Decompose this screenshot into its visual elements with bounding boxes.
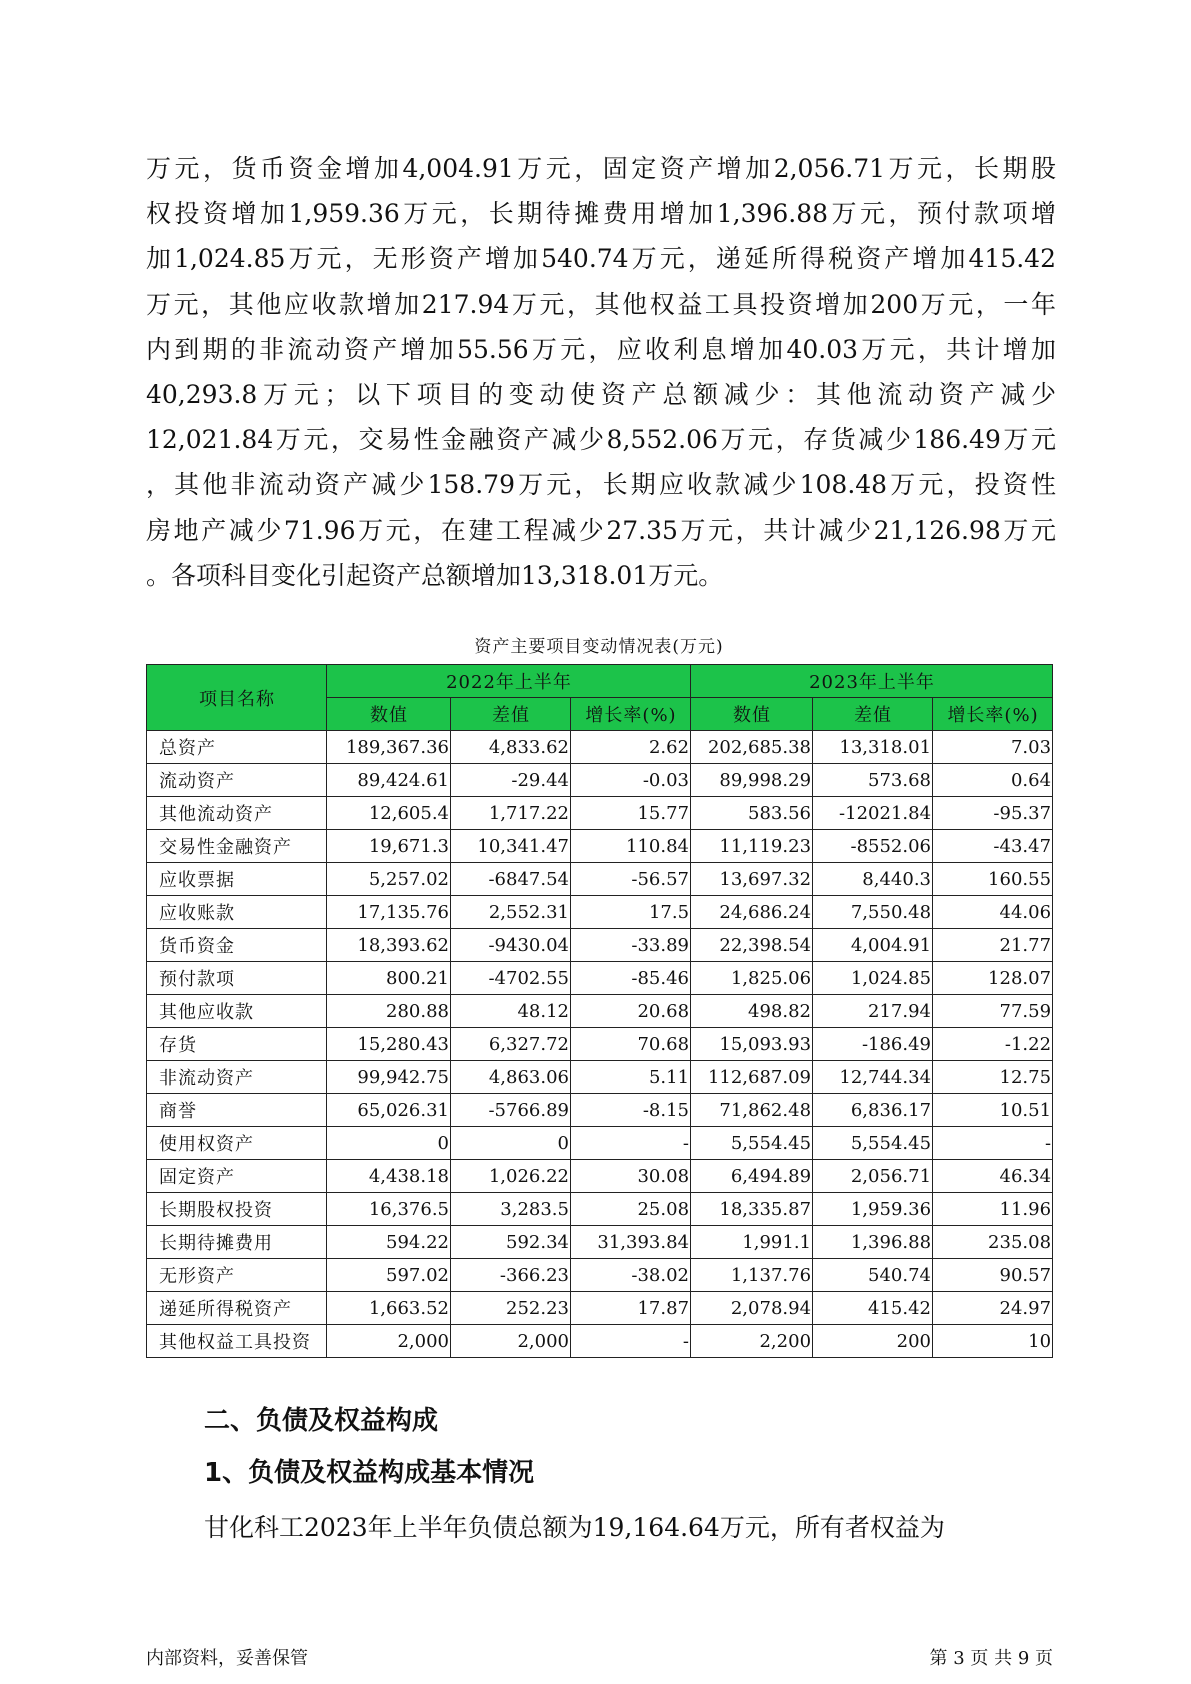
section-heading: 二、负债及权益构成	[204, 1406, 439, 1436]
table-cell: -4702.55	[451, 962, 571, 995]
table-cell: 6,327.72	[451, 1028, 571, 1061]
table-cell: 19,671.3	[327, 830, 451, 863]
table-cell: -56.57	[571, 863, 691, 896]
table-cell: 16,376.5	[327, 1193, 451, 1226]
table-cell: 18,335.87	[691, 1193, 813, 1226]
paragraph-line: 40,293.8万元；以下项目的变动使资产总额减少：其他流动资产减少	[146, 380, 1056, 410]
table-cell: 2,056.71	[813, 1160, 933, 1193]
table-cell: -366.23	[451, 1259, 571, 1292]
table-row	[147, 1094, 1053, 1127]
paragraph-line: 。各项科目变化引起资产总额增加13,318.01万元。	[146, 560, 724, 590]
table-row	[147, 797, 1053, 830]
table-cell: -	[571, 1325, 691, 1358]
table-cell: 77.59	[933, 995, 1053, 1028]
table-cell: 2,078.94	[691, 1292, 813, 1325]
row-label: 其他权益工具投资	[147, 1325, 327, 1358]
row-label: 货币资金	[147, 929, 327, 962]
table-cell: 12,605.4	[327, 797, 451, 830]
table-cell: 2,000	[451, 1325, 571, 1358]
table-cell: 20.68	[571, 995, 691, 1028]
table-cell: 4,438.18	[327, 1160, 451, 1193]
table-cell: -	[933, 1127, 1053, 1160]
table-cell: 65,026.31	[327, 1094, 451, 1127]
table-cell: 2,200	[691, 1325, 813, 1358]
table-cell: 0	[327, 1127, 451, 1160]
table-cell: 48.12	[451, 995, 571, 1028]
header-rate: 增长率(%)	[571, 698, 691, 731]
table-cell: -8.15	[571, 1094, 691, 1127]
table-cell: 498.82	[691, 995, 813, 1028]
table-cell: 1,024.85	[813, 962, 933, 995]
table-cell: -12021.84	[813, 797, 933, 830]
row-label: 递延所得税资产	[147, 1292, 327, 1325]
table-cell: -38.02	[571, 1259, 691, 1292]
table-cell: 1,991.1	[691, 1226, 813, 1259]
table-cell: 0.64	[933, 764, 1053, 797]
table-cell: 89,998.29	[691, 764, 813, 797]
table-cell: -6847.54	[451, 863, 571, 896]
table-row	[147, 1028, 1053, 1061]
table-cell: -8552.06	[813, 830, 933, 863]
table-cell: -95.37	[933, 797, 1053, 830]
table-cell: 71,862.48	[691, 1094, 813, 1127]
table-cell: 8,440.3	[813, 863, 933, 896]
table-cell: -0.03	[571, 764, 691, 797]
table-cell: -33.89	[571, 929, 691, 962]
table-row	[147, 731, 1053, 764]
table-row	[147, 1127, 1053, 1160]
row-label: 总资产	[147, 731, 327, 764]
row-label: 无形资产	[147, 1259, 327, 1292]
table-cell: 24.97	[933, 1292, 1053, 1325]
table-cell: 2.62	[571, 731, 691, 764]
table-cell: 1,026.22	[451, 1160, 571, 1193]
table-row	[147, 1292, 1053, 1325]
table-cell: 112,687.09	[691, 1061, 813, 1094]
table-cell: 200	[813, 1325, 933, 1358]
table-cell: 202,685.38	[691, 731, 813, 764]
table-row	[147, 929, 1053, 962]
table-row	[147, 764, 1053, 797]
table-caption: 资产主要项目变动情况表(万元)	[474, 637, 724, 657]
table-cell: 12.75	[933, 1061, 1053, 1094]
table-cell: 540.74	[813, 1259, 933, 1292]
header-rate: 增长率(%)	[933, 698, 1053, 731]
table-cell: 90.57	[933, 1259, 1053, 1292]
table-cell: 25.08	[571, 1193, 691, 1226]
paragraph-line: 12,021.84万元，交易性金融资产减少8,552.06万元，存货减少186.49万元	[146, 425, 1056, 455]
paragraph-line: ，其他非流动资产减少158.79万元，长期应收款减少108.48万元，投资性	[146, 470, 1056, 500]
header-period-2022: 2022年上半年	[327, 665, 691, 698]
table-cell: 11,119.23	[691, 830, 813, 863]
table-cell: 70.68	[571, 1028, 691, 1061]
table-cell: 10,341.47	[451, 830, 571, 863]
table-cell: 30.08	[571, 1160, 691, 1193]
table-row	[147, 1160, 1053, 1193]
table-row	[147, 1193, 1053, 1226]
table-cell: 4,833.62	[451, 731, 571, 764]
header-period-2023: 2023年上半年	[691, 665, 1053, 698]
table-row	[147, 1061, 1053, 1094]
table-cell: 46.34	[933, 1160, 1053, 1193]
table-cell: 24,686.24	[691, 896, 813, 929]
row-label: 其他应收款	[147, 995, 327, 1028]
table-cell: 800.21	[327, 962, 451, 995]
table-cell: 110.84	[571, 830, 691, 863]
table-cell: 280.88	[327, 995, 451, 1028]
table-cell: -	[571, 1127, 691, 1160]
table-cell: -9430.04	[451, 929, 571, 962]
table-cell: 1,959.36	[813, 1193, 933, 1226]
table-cell: 15,093.93	[691, 1028, 813, 1061]
row-label: 存货	[147, 1028, 327, 1061]
table-row	[147, 896, 1053, 929]
table-cell: 17.87	[571, 1292, 691, 1325]
table-cell: 15,280.43	[327, 1028, 451, 1061]
table-cell: 99,942.75	[327, 1061, 451, 1094]
table-row	[147, 1259, 1053, 1292]
table-cell: 11.96	[933, 1193, 1053, 1226]
table-cell: 10.51	[933, 1094, 1053, 1127]
table-header-row	[147, 665, 1053, 698]
table-cell: 31,393.84	[571, 1226, 691, 1259]
table-row	[147, 1325, 1053, 1358]
header-diff: 差值	[451, 698, 571, 731]
paragraph-line: 权投资增加1,959.36万元，长期待摊费用增加1,396.88万元，预付款项增	[146, 199, 1056, 229]
table-cell: -29.44	[451, 764, 571, 797]
table-cell: -85.46	[571, 962, 691, 995]
table-cell: 1,717.22	[451, 797, 571, 830]
table-cell: 5,257.02	[327, 863, 451, 896]
header-value: 数值	[327, 698, 451, 731]
table-cell: 592.34	[451, 1226, 571, 1259]
table-cell: 12,744.34	[813, 1061, 933, 1094]
table-cell: 21.77	[933, 929, 1053, 962]
header-value: 数值	[691, 698, 813, 731]
row-label: 流动资产	[147, 764, 327, 797]
table-cell: 13,318.01	[813, 731, 933, 764]
paragraph-line: 万元，货币资金增加4,004.91万元，固定资产增加2,056.71万元，长期股	[146, 154, 1056, 183]
row-label: 交易性金融资产	[147, 830, 327, 863]
table-cell: -43.47	[933, 830, 1053, 863]
row-label: 固定资产	[147, 1160, 327, 1193]
table-cell: 594.22	[327, 1226, 451, 1259]
table-cell: 44.06	[933, 896, 1053, 929]
table-cell: 5.11	[571, 1061, 691, 1094]
table-cell: 1,825.06	[691, 962, 813, 995]
row-label: 非流动资产	[147, 1061, 327, 1094]
table-row	[147, 995, 1053, 1028]
row-label: 其他流动资产	[147, 797, 327, 830]
table-cell: 18,393.62	[327, 929, 451, 962]
table-cell: 17.5	[571, 896, 691, 929]
row-label: 应收票据	[147, 863, 327, 896]
table-cell: 5,554.45	[691, 1127, 813, 1160]
table-cell: 7,550.48	[813, 896, 933, 929]
row-label: 预付款项	[147, 962, 327, 995]
table-cell: 22,398.54	[691, 929, 813, 962]
row-label: 使用权资产	[147, 1127, 327, 1160]
page-number: 第 3 页 共 9 页	[929, 1648, 1053, 1669]
table-cell: 7.03	[933, 731, 1053, 764]
table-row	[147, 1226, 1053, 1259]
body-text: 甘化科工2023年上半年负债总额为19,164.64万元，所有者权益为	[204, 1513, 945, 1542]
table-cell: 10	[933, 1325, 1053, 1358]
paragraph-line: 万元，其他应收款增加217.94万元，其他权益工具投资增加200万元，一年	[146, 289, 1056, 319]
row-label: 长期待摊费用	[147, 1226, 327, 1259]
table-cell: 583.56	[691, 797, 813, 830]
table-cell: 217.94	[813, 995, 933, 1028]
table-cell: 17,135.76	[327, 896, 451, 929]
table-cell: 0	[451, 1127, 571, 1160]
table-cell: 13,697.32	[691, 863, 813, 896]
table-cell: 2,000	[327, 1325, 451, 1358]
asset-change-table	[146, 664, 1053, 1358]
table-cell: 3,283.5	[451, 1193, 571, 1226]
table-body	[147, 731, 1053, 1358]
table-cell: -186.49	[813, 1028, 933, 1061]
table-cell: 252.23	[451, 1292, 571, 1325]
table-cell: 4,004.91	[813, 929, 933, 962]
table-cell: 415.42	[813, 1292, 933, 1325]
table-cell: 15.77	[571, 797, 691, 830]
table-cell: 1,663.52	[327, 1292, 451, 1325]
footer-left: 内部资料，妥善保管	[146, 1648, 308, 1669]
table-cell: 6,836.17	[813, 1094, 933, 1127]
table-cell: 189,367.36	[327, 731, 451, 764]
subsection-heading: 1、负债及权益构成基本情况	[204, 1458, 535, 1488]
table-cell: -1.22	[933, 1028, 1053, 1061]
table-cell: 1,137.76	[691, 1259, 813, 1292]
header-diff: 差值	[813, 698, 933, 731]
paragraph-line: 加1,024.85万元，无形资产增加540.74万元，递延所得税资产增加415.42	[146, 244, 1056, 274]
intro-paragraph	[146, 146, 1056, 598]
row-label: 应收账款	[147, 896, 327, 929]
table-row	[147, 830, 1053, 863]
table-cell: 160.55	[933, 863, 1053, 896]
paragraph-line: 内到期的非流动资产增加55.56万元，应收利息增加40.03万元，共计增加	[146, 334, 1056, 364]
table-cell: 128.07	[933, 962, 1053, 995]
table-cell: 1,396.88	[813, 1226, 933, 1259]
table-cell: 235.08	[933, 1226, 1053, 1259]
table-cell: -5766.89	[451, 1094, 571, 1127]
table-row	[147, 962, 1053, 995]
table-cell: 89,424.61	[327, 764, 451, 797]
table-cell: 5,554.45	[813, 1127, 933, 1160]
table-cell: 2,552.31	[451, 896, 571, 929]
table-cell: 4,863.06	[451, 1061, 571, 1094]
header-item-name: 项目名称	[147, 665, 327, 731]
table-row	[147, 863, 1053, 896]
table-cell: 597.02	[327, 1259, 451, 1292]
row-label: 商誉	[147, 1094, 327, 1127]
row-label: 长期股权投资	[147, 1193, 327, 1226]
paragraph-line: 房地产减少71.96万元，在建工程减少27.35万元，共计减少21,126.98万元	[146, 515, 1056, 545]
table-cell: 573.68	[813, 764, 933, 797]
table-cell: 6,494.89	[691, 1160, 813, 1193]
